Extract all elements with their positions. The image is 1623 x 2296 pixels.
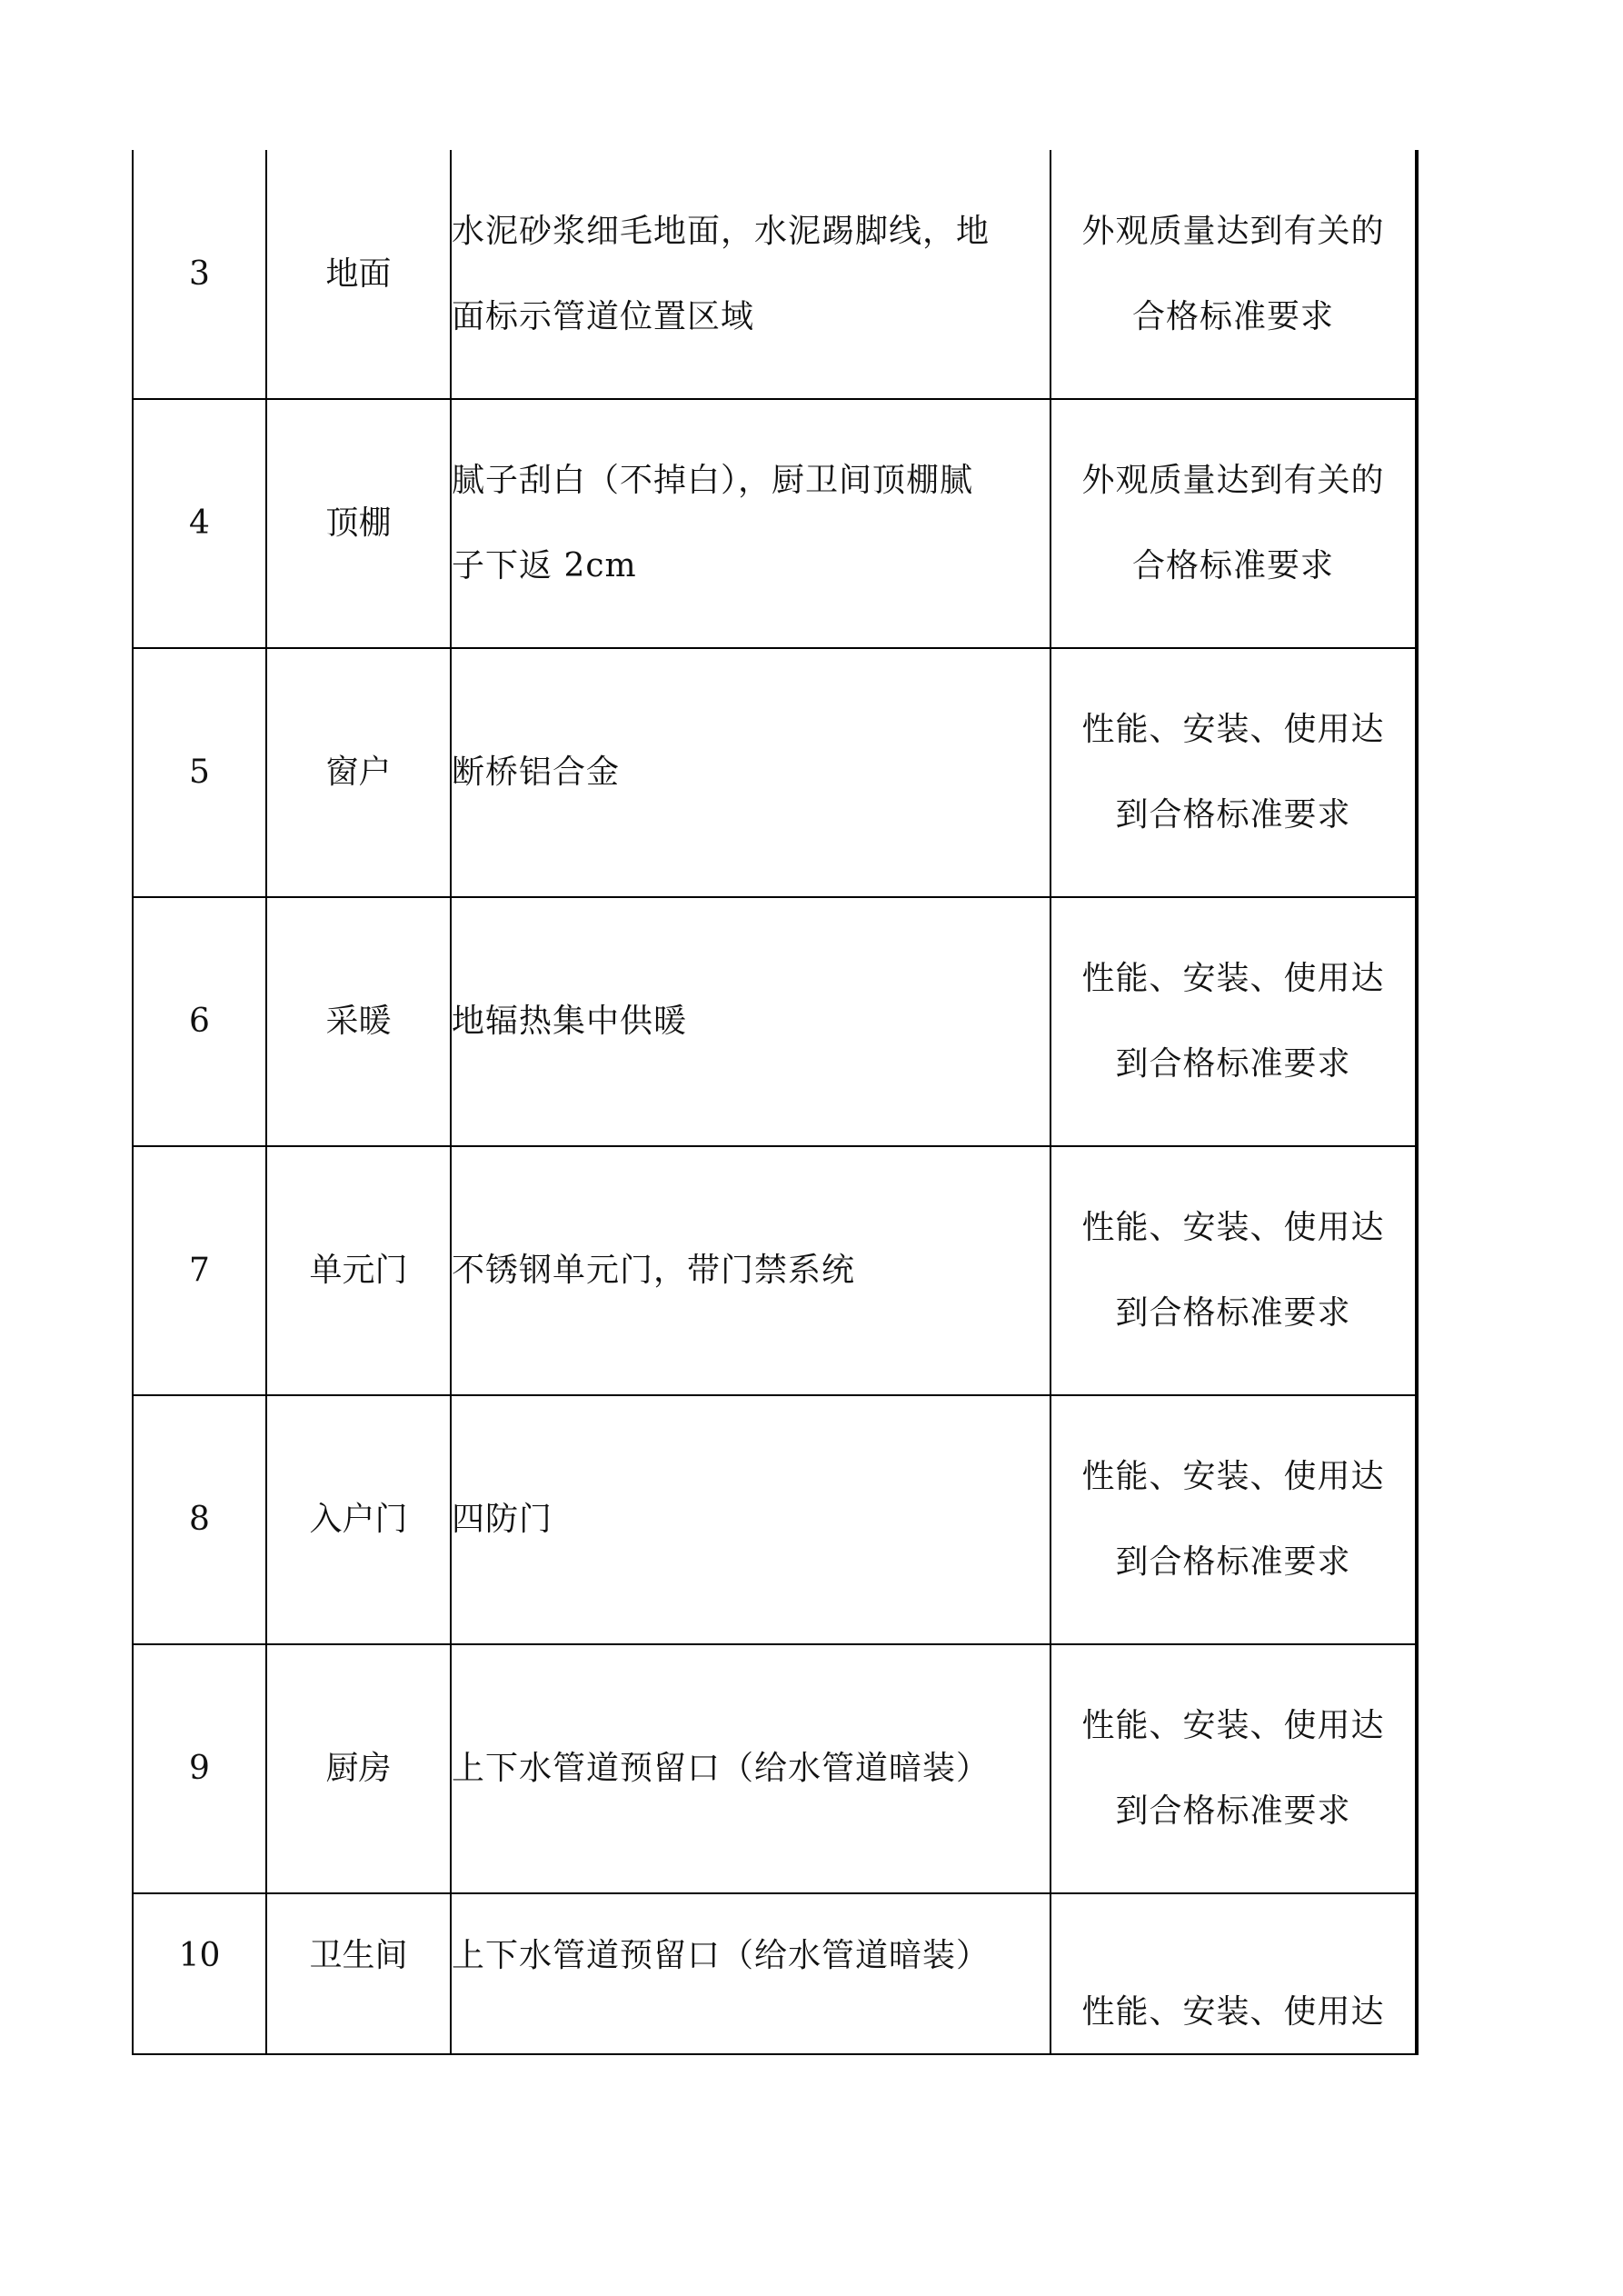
standard-line: 到合格标准要求 xyxy=(1115,1792,1351,1830)
description-line: 腻子刮白（不掉白），厨卫间顶棚腻 xyxy=(452,462,974,499)
standard-line: 性能、安装、使用达 xyxy=(1081,1209,1385,1246)
row-number: 4 xyxy=(133,399,266,648)
description-line: 上下水管道预留口（给水管道暗装） xyxy=(452,1750,991,1787)
standard-line: 外观质量达到有关的 xyxy=(1081,462,1385,499)
description-line: 面标示管道位置区域 xyxy=(452,297,755,335)
description-line: 上下水管道预留口（给水管道暗装） xyxy=(452,1937,991,1974)
quality-standard xyxy=(1050,648,1417,897)
standard-line: 性能、安装、使用达 xyxy=(1081,960,1385,997)
standard-line: 到合格标准要求 xyxy=(1115,1045,1351,1083)
item-description xyxy=(451,648,1050,897)
row-number: 9 xyxy=(133,1644,266,1893)
row-number: 3 xyxy=(133,150,266,399)
item-description xyxy=(451,1395,1050,1644)
standard-line: 到合格标准要求 xyxy=(1115,1543,1351,1581)
standard-line: 性能、安装、使用达 xyxy=(1081,711,1385,748)
table-row xyxy=(133,1395,1417,1644)
item-name: 窗户 xyxy=(266,648,451,897)
item-name: 入户门 xyxy=(266,1395,451,1644)
table-row xyxy=(133,150,1417,399)
specification-table xyxy=(132,150,1419,2055)
item-name: 单元门 xyxy=(266,1146,451,1395)
standard-line: 合格标准要求 xyxy=(1131,297,1334,335)
item-name: 顶棚 xyxy=(266,399,451,648)
standard-line: 性能、安装、使用达 xyxy=(1081,1707,1385,1744)
row-number: 5 xyxy=(133,648,266,897)
table-row xyxy=(133,648,1417,897)
item-description xyxy=(451,897,1050,1146)
description-line: 断桥铝合金 xyxy=(452,754,621,791)
description-line: 不锈钢单元门，带门禁系统 xyxy=(452,1252,856,1289)
standard-line: 合格标准要求 xyxy=(1131,547,1334,584)
description-line: 子下返 2cm xyxy=(452,547,637,584)
row-number: 7 xyxy=(133,1146,266,1395)
row-number: 8 xyxy=(133,1395,266,1644)
table-body xyxy=(133,150,1417,2054)
standard-line: 外观质量达到有关的 xyxy=(1081,212,1385,250)
standard-line: 性能、安装、使用达 xyxy=(1081,1458,1385,1495)
quality-standard xyxy=(1050,399,1417,648)
description-line: 水泥砂浆细毛地面，水泥踢脚线，地 xyxy=(452,212,991,250)
item-name: 厨房 xyxy=(266,1644,451,1893)
item-description xyxy=(451,399,1050,648)
item-description xyxy=(451,1893,1050,2054)
row-number: 6 xyxy=(133,897,266,1146)
item-description xyxy=(451,1146,1050,1395)
item-description xyxy=(451,1644,1050,1893)
standard-line: 到合格标准要求 xyxy=(1115,796,1351,834)
quality-standard xyxy=(1050,1644,1417,1893)
quality-standard xyxy=(1050,150,1417,399)
table-row xyxy=(133,1644,1417,1893)
table-row xyxy=(133,1146,1417,1395)
item-name: 采暖 xyxy=(266,897,451,1146)
table-row xyxy=(133,897,1417,1146)
item-name: 地面 xyxy=(266,150,451,399)
item-name: 卫生间 xyxy=(266,1893,451,2054)
description-line: 四防门 xyxy=(452,1501,553,1538)
quality-standard xyxy=(1050,1146,1417,1395)
quality-standard xyxy=(1050,897,1417,1146)
table-row xyxy=(133,1893,1417,2054)
item-description xyxy=(451,150,1050,399)
quality-standard xyxy=(1050,1395,1417,1644)
table-row xyxy=(133,399,1417,648)
quality-standard xyxy=(1050,1893,1417,2054)
standard-line: 到合格标准要求 xyxy=(1115,1294,1351,1332)
row-number: 10 xyxy=(133,1893,266,2054)
description-line: 地辐热集中供暖 xyxy=(452,1003,688,1040)
standard-line: 性能、安装、使用达 xyxy=(1081,1993,1385,2031)
